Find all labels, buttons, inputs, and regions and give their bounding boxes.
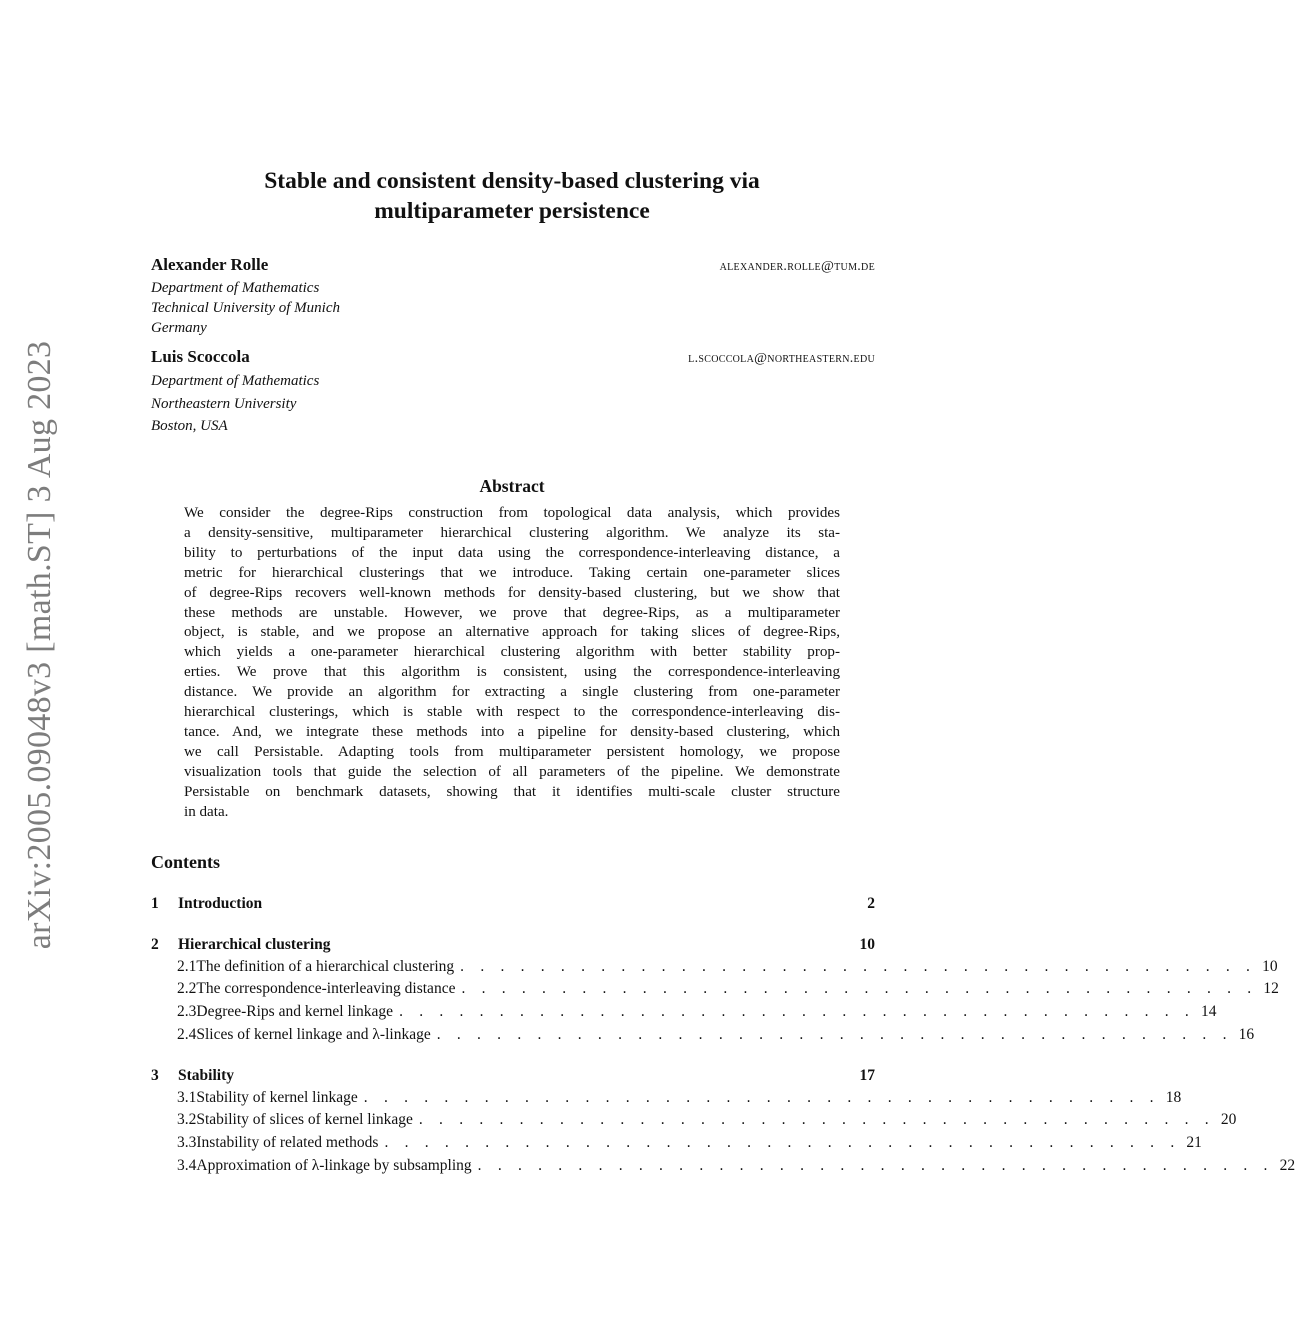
author-affiliation: Technical University of Munich	[151, 300, 340, 316]
toc-subsection-label: Slices of kernel linkage and λ-linkage	[196, 1025, 431, 1043]
toc-section[interactable]	[151, 936, 875, 958]
author-email: l.scoccola@northeastern.edu	[688, 351, 875, 366]
toc-subsection-label: Instability of related methods	[196, 1134, 379, 1152]
author-block-rolle	[151, 254, 875, 338]
abstract-line: object, is stable, and we propose an alternative approach for taking slices of degree-Rips,	[184, 624, 840, 641]
abstract-line: a density-sensitive, multiparameter hierarchical clustering algorithm. We analyze its sta-	[184, 524, 840, 541]
author-name: Alexander Rolle	[151, 255, 269, 274]
abstract-line: erties. We prove that this algorithm is consistent, using the correspondence-interleaving	[184, 664, 840, 681]
toc-dot-leader: . . . . . . . . . . . . . . . . . . . . . . . . . . . . . . . . . . . . . . . .	[399, 1002, 1195, 1020]
title-line-1: Stable and consistent density-based clustering via	[264, 168, 760, 194]
author-affiliation: Department of Mathematics	[151, 280, 320, 296]
toc-page-number: 10	[1262, 957, 1278, 975]
abstract-line: of degree-Rips recovers well-known methods for density-based clustering, but we show that	[184, 584, 840, 601]
toc-subsection-label: Degree-Rips and kernel linkage	[196, 1002, 394, 1020]
author-name: Luis Scoccola	[151, 347, 250, 366]
toc-subsection[interactable]	[151, 980, 1279, 1003]
author-email: alexander.rolle@tum.de	[719, 259, 875, 274]
toc-section[interactable]	[151, 895, 875, 917]
abstract-line: metric for hierarchical clusterings that we introduce. Taking certain one-parameter slices	[184, 564, 840, 581]
toc-dot-leader: . . . . . . . . . . . . . . . . . . . . . . . . . . . . . . . . . . . . . . . .	[384, 1134, 1181, 1152]
abstract-line: these methods are unstable. However, we prove that degree-Rips, as a multiparameter	[184, 604, 840, 621]
toc-page-number: 14	[1201, 1002, 1217, 1020]
toc-subsection-number: 3.2	[177, 1111, 197, 1129]
toc-subsection[interactable]	[151, 957, 1278, 981]
toc-subsection-label: Stability of slices of kernel linkage	[196, 1111, 413, 1129]
abstract-line: distance. We provide an algorithm for extracting a single clustering from one-parameter	[184, 684, 840, 701]
toc-page-number: 12	[1263, 980, 1279, 998]
author-affiliation: Germany	[151, 320, 207, 336]
abstract-body	[184, 504, 840, 823]
toc-page-number: 21	[1186, 1134, 1202, 1152]
toc-subsection-number: 2.2	[177, 980, 197, 998]
abstract-line: bility to perturbations of the input data using the correspondence-interleaving distance, a	[184, 544, 840, 561]
toc-page-number: 18	[1165, 1088, 1182, 1106]
abstract-line: which yields a one-parameter hierarchical clustering algorithm with better stability prop-	[184, 644, 840, 661]
abstract-line: We consider the degree-Rips construction from topological data analysis, which provides	[184, 505, 840, 521]
author-block-scoccola	[151, 346, 875, 438]
toc-subsection-number: 2.4	[177, 1025, 197, 1043]
abstract-line: visualization tools that guide the selection of all parameters of the pipeline. We demonstrate	[184, 763, 840, 780]
author-affiliation: Boston, USA	[151, 418, 228, 434]
toc-section[interactable]	[151, 1067, 875, 1089]
abstract-line: tance. And, we integrate these methods into a pipeline for density-based clustering, which	[184, 723, 840, 740]
toc-dot-leader: . . . . . . . . . . . . . . . . . . . . . . . . . . . . . . . . . . . . . . . .	[363, 1088, 1160, 1106]
toc-subsection[interactable]	[151, 1088, 1182, 1112]
author-affiliation: Department of Mathematics	[151, 373, 320, 389]
toc-page-number: 2	[867, 895, 875, 912]
toc-subsection-number: 3.3	[177, 1134, 197, 1152]
toc-subsection[interactable]	[151, 1134, 1202, 1157]
toc-page-number: 10	[859, 935, 875, 953]
toc-subsection-number: 2.1	[177, 957, 197, 975]
toc-dot-leader: . . . . . . . . . . . . . . . . . . . . . . . . . . . . . . . . . . . . . . . .	[461, 980, 1258, 998]
paper-title	[140, 166, 884, 226]
abstract-heading: Abstract	[479, 476, 545, 496]
toc-page-number: 17	[859, 1066, 875, 1084]
contents-heading: Contents	[151, 852, 221, 872]
toc-subsection[interactable]	[151, 1156, 1295, 1180]
title-line-2: multiparameter persistence	[374, 198, 650, 224]
toc-subsection-label: Stability of kernel linkage	[196, 1088, 358, 1106]
toc-subsection-label: Approximation of λ-linkage by subsampling	[196, 1156, 472, 1174]
toc-page-number: 20	[1220, 1111, 1237, 1129]
author-affiliation: Northeastern University	[151, 395, 297, 412]
toc-subsection-label: The correspondence-interleaving distance	[196, 980, 456, 998]
table-of-contents	[151, 895, 1295, 1180]
toc-section-label: Introduction	[178, 895, 263, 912]
abstract-line: in data.	[184, 803, 229, 820]
toc-subsection-number: 2.3	[177, 1002, 197, 1020]
toc-section-number: 2	[151, 935, 159, 953]
arxiv-identifier-stamp: arXiv:2005.09048v3 [math.ST] 3 Aug 2023	[21, 340, 58, 950]
toc-dot-leader: . . . . . . . . . . . . . . . . . . . . . . . . . . . . . . . . . . . . . . . .	[418, 1111, 1215, 1129]
toc-page-number: 22	[1279, 1156, 1295, 1174]
toc-section-number: 1	[151, 895, 159, 912]
toc-subsection[interactable]	[151, 1025, 1255, 1049]
toc-subsection[interactable]	[151, 1111, 1237, 1134]
abstract-line: Persistable on benchmark datasets, showing that it identifies multi-scale cluster structure	[184, 783, 840, 800]
toc-section-label: Stability	[178, 1066, 234, 1084]
toc-section-number: 3	[151, 1066, 159, 1084]
toc-subsection-label: The definition of a hierarchical clustering	[196, 957, 455, 975]
toc-dot-leader: . . . . . . . . . . . . . . . . . . . . . . . . . . . . . . . . . . . . . . . .	[460, 957, 1257, 975]
toc-section-label: Hierarchical clustering	[178, 935, 331, 953]
abstract-line: hierarchical clusterings, which is stable with respect to the correspondence-interleaving dis-	[184, 704, 840, 721]
toc-subsection-number: 3.4	[177, 1156, 197, 1174]
toc-page-number: 16	[1238, 1025, 1255, 1043]
abstract-line: we call Persistable. Adapting tools from multiparameter persistent homology, we propose	[184, 743, 840, 760]
toc-subsection-number: 3.1	[177, 1088, 197, 1106]
toc-subsection[interactable]	[151, 1002, 1217, 1026]
toc-dot-leader: . . . . . . . . . . . . . . . . . . . . . . . . . . . . . . . . . . . . . . . .	[436, 1025, 1233, 1043]
toc-dot-leader: . . . . . . . . . . . . . . . . . . . . . . . . . . . . . . . . . . . . . . . .	[477, 1156, 1274, 1174]
